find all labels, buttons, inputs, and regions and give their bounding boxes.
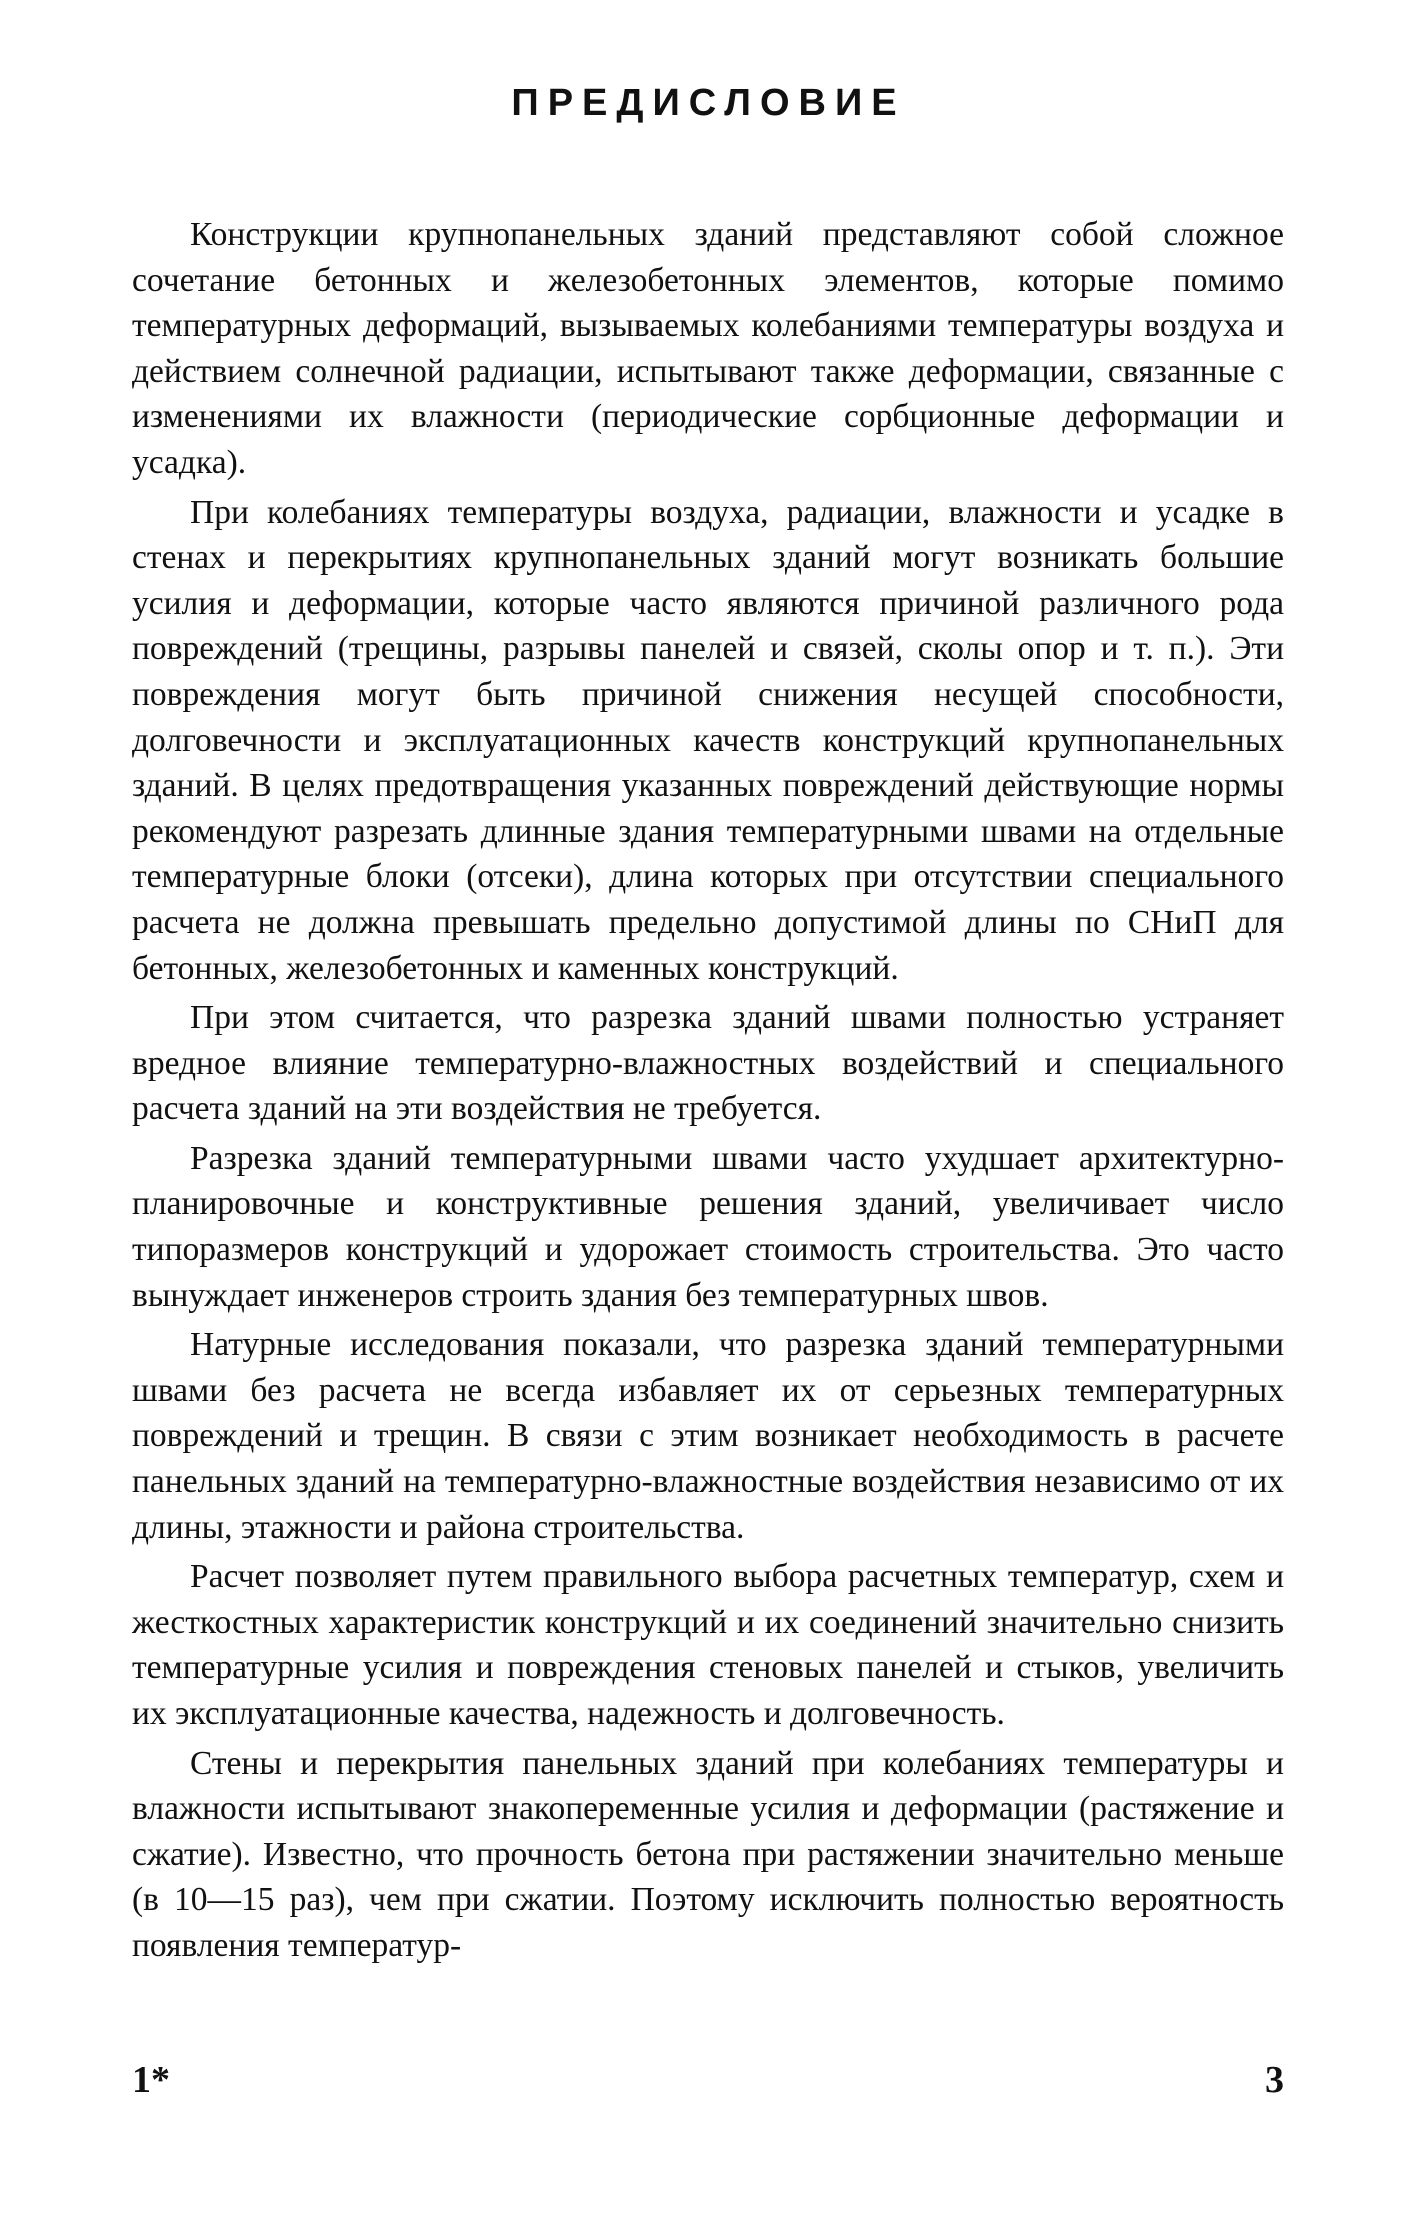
paragraph-5: Натурные исследования показали, что разрезка зданий температурными швами без расчета не всегда избавляет их от серьезных температурных повреждений и трещин. В связи с этим возникает необходимость в расчете панельных зданий на температурно-влажностные воздействия независимо от их длины, этажности и района строительства. [132,1326,1284,1546]
paragraph-7: Стены и перекрытия панельных зданий при колебаниях температуры и влажности испытывают знакопеременные усилия и деформации (растяжение и сжатие). Известно, что прочность бетона при растяжении значительно меньше (в 10—15 раз), чем при сжатии. Поэтому исключить полностью вероятность появления температур- [132,1744,1284,1964]
paragraph-2: При колебаниях температуры воздуха, радиации, влажности и усадке в стенах и перекрытиях крупнопанельных зданий могут возникать большие усилия и деформации, которые часто являются причиной различного рода повреждений (трещины, разрывы панелей и связей, сколы опор и т. п.). Эти повреждения могут быть причиной снижения несущей способности, долговечности и эксплуатационных качеств конструкций крупнопанельных зданий. В целях предотвращения указанных повреждений действующие нормы рекомендуют разрезать длинные здания температурными швами на отдельные температурные блоки (отсеки), длина которых при отсутствии специального расчета не должна превышать предельно допустимой длины по СНиП для бетонных, железобетонных и каменных конструкций. [132,493,1284,987]
paragraph-4: Разрезка зданий температурными швами часто ухудшает архитектурно-планировочные и конструктивные решения зданий, увеличивает число типоразмеров конструкций и удорожает стоимость строительства. Это часто вынуждает инженеров строить здания без температурных швов. [132,1139,1284,1314]
paragraph-1: Конструкции крупнопанельных зданий представляют собой сложное сочетание бетонных и железобетонных элементов, которые помимо температурных деформаций, вызываемых колебаниями температуры воздуха и действием солнечной радиации, испытывают также деформации, связанные с изменениями их влажности (периодические сорбционные деформации и усадка). [132,216,1284,481]
page-title: ПРЕДИСЛОВИЕ [511,82,906,124]
paragraph-3: При этом считается, что разрезка зданий швами полностью устраняет вредное влияние температурно-влажностных воздействий и специального расчета зданий на эти воздействия не требуется. [132,999,1284,1128]
page-number: 3 [1265,2059,1284,2101]
signature-mark: 1* [132,2059,170,2101]
preface-body [132,212,1284,1973]
paragraph-6: Расчет позволяет путем правильного выбора расчетных температур, схем и жесткостных характеристик конструкций и их соединений значительно снизить температурные усилия и повреждения стеновых панелей и стыков, увеличить их эксплуатационные качества, надежность и долговечность. [132,1558,1284,1732]
